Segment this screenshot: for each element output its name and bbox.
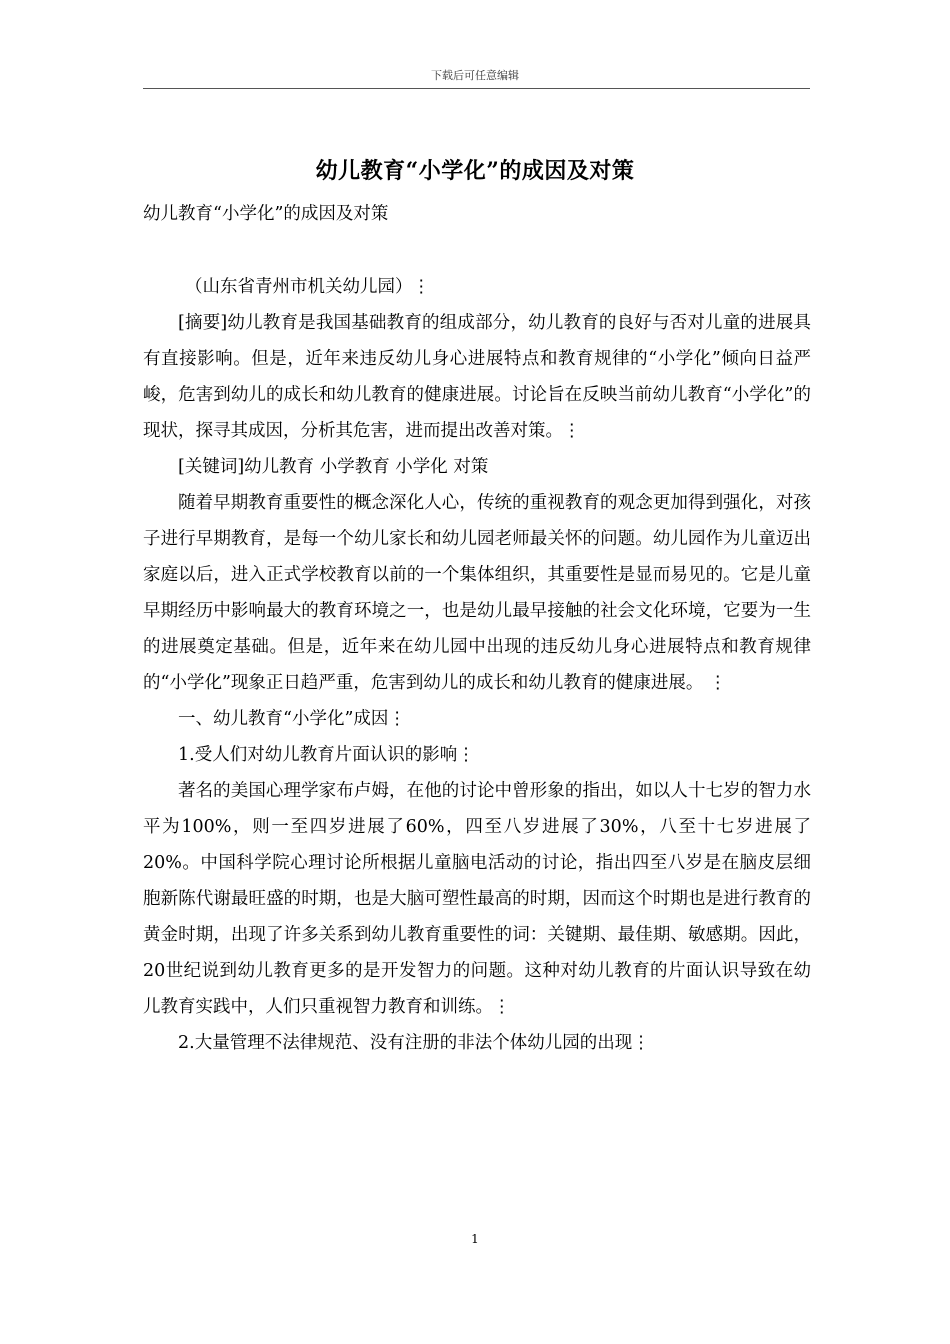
affiliation-paragraph: （山东省青州市机关幼儿园）⋮ xyxy=(185,277,430,297)
header-note: 下载后可任意编辑 xyxy=(431,69,519,82)
document-title: 幼儿教育“小学化”的成因及对策 xyxy=(315,158,635,184)
header-divider xyxy=(143,88,810,89)
document-body xyxy=(143,196,811,1061)
page-number: 1 xyxy=(471,1232,479,1246)
keywords-paragraph: [关键词]幼儿教育 小学教育 小学化 对策 xyxy=(178,457,489,477)
intro-paragraph: 随着早期教育重要性的概念深化人心，传统的重视教育的观念更加得到强化，对孩子进行早期教育，是每一个幼儿家长和幼儿园老师最关怀的问题。幼儿园作为儿童迈出家庭以后，进入正式学校教育以前的一个集体组织，其重要性是显而易见的。它是儿童早期经历中影响最大的教育环境之一，也是幼儿最早接触的社会文化环境，它要为一生的进展奠定基础。但是，近年来在幼儿园中出现的违反幼儿身心进展特点和教育规律的“小学化”现象正日趋严重，危害到幼儿的成长和幼儿教育的健康进展。 ⋮ xyxy=(143,493,811,693)
subheading-2: 2.大量管理不法律规范、没有注册的非法个体幼儿园的出现⋮ xyxy=(178,1033,650,1053)
abstract-paragraph: [摘要]幼儿教育是我国基础教育的组成部分，幼儿教育的良好与否对儿童的进展具有直接影响。但是，近年来违反幼儿身心进展特点和教育规律的“小学化”倾向日益严峻，危害到幼儿的成长和幼儿教育的健康进展。讨论旨在反映当前幼儿教育“小学化”的现状，探寻其成因，分析其危害，进而提出改善对策。⋮ xyxy=(143,313,811,441)
blank-line xyxy=(143,232,811,269)
subheading-1: 1.受人们对幼儿教育片面认识的影响⋮ xyxy=(178,745,475,765)
subtitle-paragraph: 幼儿教育“小学化”的成因及对策 xyxy=(143,204,389,224)
section-heading-1: 一、幼儿教育“小学化”成因⋮ xyxy=(178,709,406,729)
body-paragraph-bloom: 著名的美国心理学家布卢姆，在他的讨论中曾形象的指出，如以人十七岁的智力水平为100%，则一至四岁进展了60%，四至八岁进展了30%，八至十七岁进展了20%。中国科学院心理讨论所根据儿童脑电活动的讨论，指出四至八岁是在脑皮层细胞新陈代谢最旺盛的时期，也是大脑可塑性最高的时期，因而这个时期也是进行教育的黄金时期，出现了许多关系到幼儿教育重要性的词：关键期、最佳期、敏感期。因此，20世纪说到幼儿教育更多的是开发智力的问题。这种对幼儿教育的片面认识导致在幼儿教育实践中，人们只重视智力教育和训练。⋮ xyxy=(143,781,811,1017)
